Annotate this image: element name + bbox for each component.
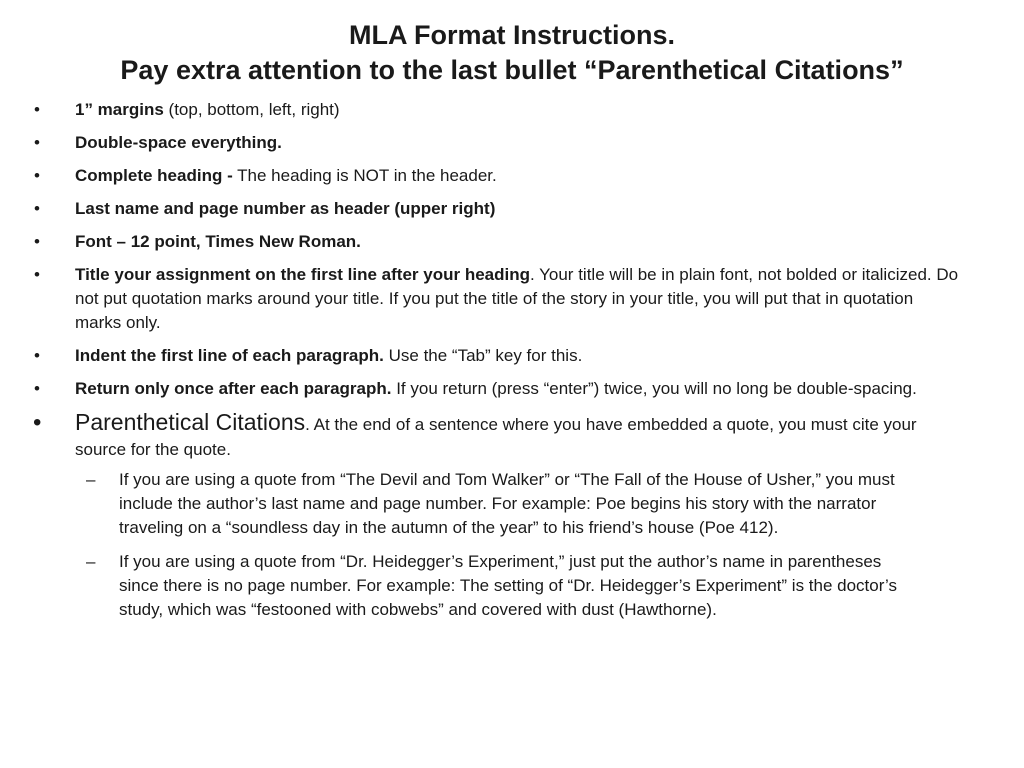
bullet-icon: • — [34, 199, 40, 218]
bullet-item-return — [0, 377, 1024, 401]
slide-title — [40, 18, 984, 88]
bullet-bold: Last name and page number as header (upper right) — [75, 199, 496, 218]
bullet-icon: • — [34, 346, 40, 365]
bullet-bold: Font – 12 point, Times New Roman. — [75, 232, 361, 251]
bullet-icon: • — [34, 133, 40, 152]
citations-text: . At the end of a sentence where you have embedded a quote, you must cite your source for the quote. — [75, 415, 917, 459]
bullet-icon: • — [34, 379, 40, 398]
bullet-icon: • — [34, 265, 40, 284]
sub-item-text: If you are using a quote from “The Devil and Tom Walker” or “The Fall of the House of Usher,” you must include the author’s last name and page number. For example: Poe begins his story with the narrator traveling on a “soundless day in the autumn of the year” to his friend’s house (Poe 412). — [119, 470, 895, 537]
sub-item-poe — [0, 468, 960, 540]
bullet-item-font — [0, 230, 1024, 254]
bullet-item-citations — [0, 410, 1024, 622]
bullet-bold: Double-space everything. — [75, 133, 282, 152]
bullet-bold: 1” margins — [75, 100, 164, 119]
bullet-icon: • — [33, 409, 42, 436]
sub-item-hawthorne — [0, 550, 960, 622]
dash-icon: – — [86, 470, 96, 489]
dash-icon: – — [86, 552, 96, 571]
bullet-bold: Return only once after each paragraph. — [75, 379, 392, 398]
bullet-icon: • — [34, 232, 40, 251]
bullet-icon: • — [34, 166, 40, 185]
sub-item-text: If you are using a quote from “Dr. Heidegger’s Experiment,” just put the author’s name in parentheses since there is no page number. For example: The setting of “Dr. Heidegger’s Experiment” is the doctor’s study, which was “festooned with cobwebs” and covered with dust (Hawthorne). — [119, 552, 897, 619]
bullet-bold: Title your assignment on the first line after your heading — [75, 265, 530, 284]
bullet-text: If you return (press “enter”) twice, you will no long be double-spacing. — [391, 379, 917, 398]
bullet-item-double-space — [0, 131, 1024, 155]
bullet-item-title — [0, 263, 1024, 335]
citations-lead: Parenthetical Citations — [75, 409, 306, 435]
title-line-2: Pay extra attention to the last bullet “Parenthetical Citations” — [120, 55, 904, 85]
bullet-bold: Indent the first line of each paragraph. — [75, 346, 384, 365]
bullet-item-indent — [0, 344, 1024, 368]
bullet-icon: • — [34, 100, 40, 119]
bullet-text: (top, bottom, left, right) — [163, 100, 340, 119]
bullet-bold: Complete heading - — [75, 166, 233, 185]
bullet-text: The heading is NOT in the header. — [232, 166, 497, 185]
slide-content — [0, 98, 1024, 632]
bullet-list — [0, 98, 1024, 622]
bullet-item-header — [0, 197, 1024, 221]
bullet-item-margins — [0, 98, 1024, 122]
bullet-text: . Your title will be in plain font, not bolded or italicized. Do not put quotation marks around your title. If you put the title of the story in your title, you will put that in quotation marks only. — [75, 265, 959, 332]
bullet-text: Use the “Tab” key for this. — [383, 346, 583, 365]
citations-sub-list — [75, 468, 960, 622]
title-line-1: MLA Format Instructions. — [348, 20, 675, 50]
bullet-item-heading — [0, 164, 1024, 188]
